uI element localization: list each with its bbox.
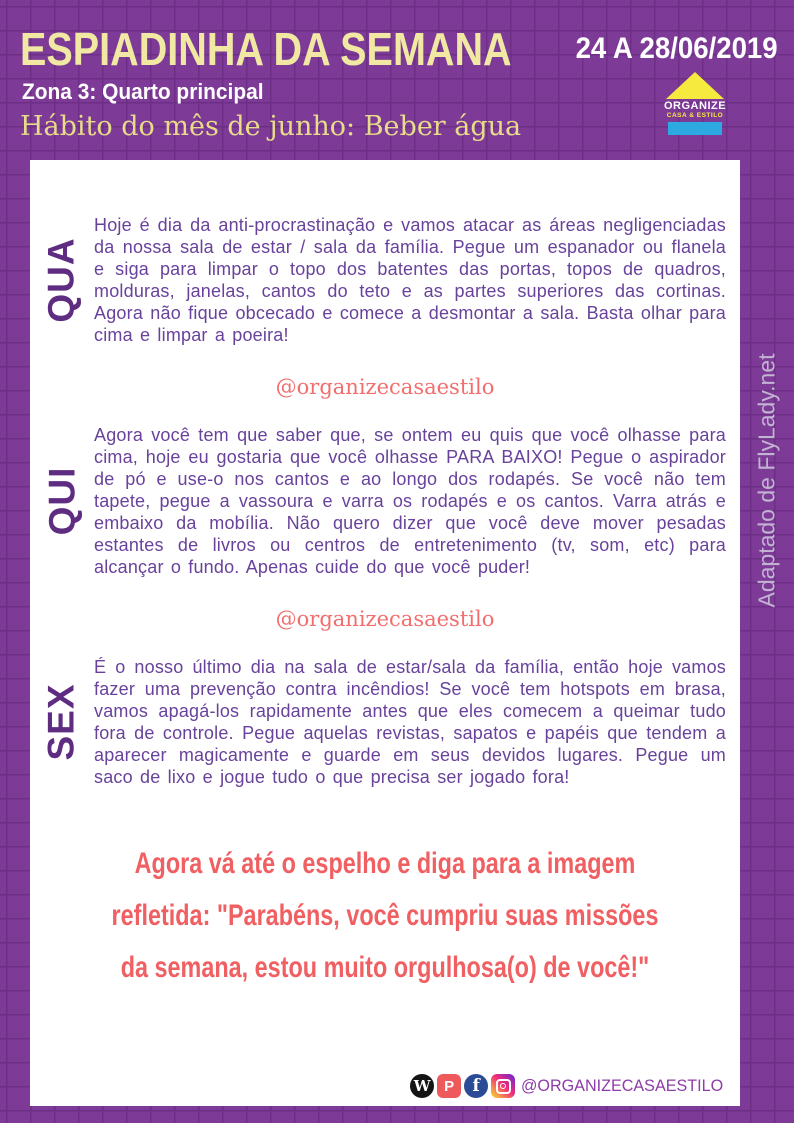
task-text-qua: Hoje é dia da anti-procrastinação e vamos atacar as áreas negligenciadas da nossa sala de estar / sala da família. Pegue um espanador ou flanela e siga para limpar o topo dos batentes das portas, topos de quadros, molduras, janelas, cantos do teto e as partes superiores das cortinas. Agora não fique obcecado e comece a desmontar a sala. Basta olhar para cima e limpar a poeira! <box>94 215 726 345</box>
instagram-icon[interactable] <box>491 1074 515 1098</box>
credit-text: Adaptado de FlyLady.net <box>753 352 780 608</box>
day-label-qui: QUI <box>41 466 82 536</box>
day-label-qua: QUA <box>41 237 83 323</box>
credit-strip <box>740 160 794 800</box>
facebook-icon[interactable]: f <box>464 1074 488 1098</box>
task-text-sex: É o nosso último dia na sala de estar/sala da família, então hoje vamos fazer uma prevenção contra incêndios! Se você tem hotspots em brasa, vamos apagá-los rapidamente antes que eles comecem a queimar tudo fora de controle. Pegue aquelas revistas, sapatos e papéis que tendem a aparecer magicamente e guarde em seus devidos lugares. Pegue um saco de lixo e jogue tudo o que precisa ser jogado fora! <box>94 657 726 787</box>
roof-triangle-icon <box>666 72 724 99</box>
day-label-column <box>30 237 94 323</box>
section-friday <box>30 656 726 788</box>
day-label-column <box>30 466 94 536</box>
wordpress-icon[interactable]: W <box>410 1074 434 1098</box>
content-card <box>30 160 740 1106</box>
page-title: ESPIADINHA DA SEMANA <box>20 23 512 75</box>
section-thursday <box>30 424 726 578</box>
instagram-camera-lens <box>500 1083 506 1089</box>
footer-handle: @ORGANIZECASAESTILO <box>521 1076 724 1095</box>
social-footer <box>410 1074 734 1098</box>
logo-blue-bar <box>668 122 722 135</box>
logo-name: ORGANIZE <box>664 100 727 112</box>
brand-logo <box>664 72 726 135</box>
logo-tagline: CASA & ESTILO <box>666 112 724 119</box>
closing-message-line: da semana, estou muito orgulhosa(o) de você!" <box>120 951 650 984</box>
day-label-sex: SEX <box>41 683 83 761</box>
closing-message-line: refletida: "Parabéns, você cumpriu suas missões <box>111 899 659 932</box>
instagram-handle-divider: @organizecasaestilo <box>275 607 495 631</box>
closing-message-line: Agora vá até o espelho e diga para a imagem <box>134 847 636 880</box>
section-wednesday <box>30 214 726 346</box>
zone-subtitle: Zona 3: Quarto principal <box>22 79 264 104</box>
day-label-column <box>30 683 94 761</box>
instagram-handle-divider: @organizecasaestilo <box>275 375 495 399</box>
instagram-camera-frame <box>496 1079 511 1094</box>
habit-subtitle: Hábito do mês de junho: Beber água <box>20 111 522 142</box>
date-range: 24 A 28/06/2019 <box>575 32 778 65</box>
task-text-qui: Agora você tem que saber que, se ontem eu quis que você olhasse para cima, hoje eu gostaria que você olhasse PARA BAIXO! Pegue o aspirador de pó e use-o nos cantos e ao longo dos rodapés. Se você não tem tapete, pegue a vassoura e varra os rodapés e os cantos. Varra atrás e embaixo da mobília. Não quero dizer que você deve mover pesadas estantes de livros ou centros de entretenimento (tv, som, etc) para alcançar o fundo. Apenas cuide do que você puder! <box>94 425 726 577</box>
closing-message <box>30 838 740 994</box>
pinterest-icon[interactable]: P <box>437 1074 461 1098</box>
